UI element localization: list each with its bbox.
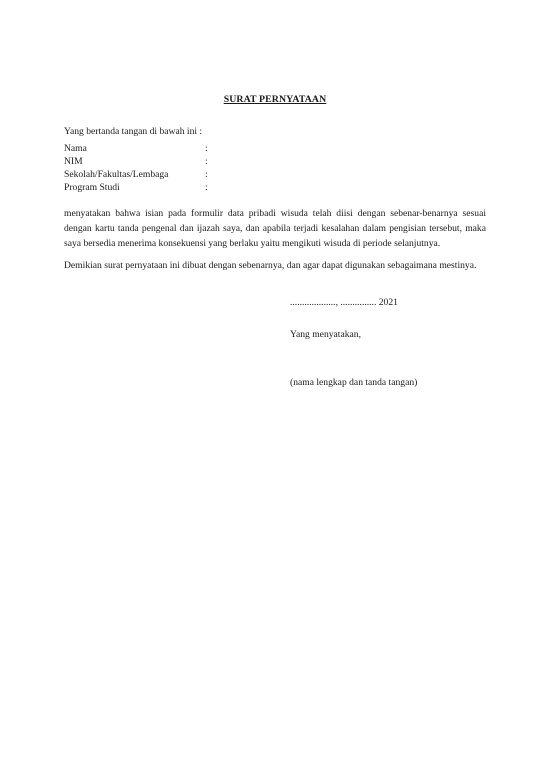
- field-row-nama: [64, 142, 264, 155]
- field-row-sekolah: [64, 168, 264, 181]
- signature-name-hint: (nama lengkap dan tanda tangan): [290, 377, 418, 388]
- field-row-program-studi: [64, 181, 264, 194]
- signature-label: Yang menyatakan,: [290, 329, 361, 340]
- statement-paragraph: menyatakan bahwa isian pada formulir data pribadi wisuda telah diisi dengan sebenar-benarnya sesuai dengan kartu tanda pengenal dan ijazah saya, dan apabila terjadi kesalahan dalam pengisian tersebut, maka saya bersedia menerima konsekuensi yang berlaku yaitu mengikuti wisuda di periode selanjutnya.: [64, 208, 486, 249]
- field-label: NIM: [64, 156, 83, 167]
- field-colon: :: [205, 143, 208, 154]
- closing-paragraph: Demikian surat pernyataan ini dibuat dengan sebenarnya, dan agar dapat digunakan sebagaimana mestinya.: [64, 260, 477, 271]
- field-colon: :: [205, 169, 208, 180]
- field-label: Program Studi: [64, 182, 120, 193]
- field-row-nim: [64, 155, 264, 168]
- field-colon: :: [205, 156, 208, 167]
- place-date: ..................., ............... 2021: [290, 297, 398, 308]
- identity-fields: [64, 142, 264, 194]
- field-colon: :: [205, 182, 208, 193]
- field-label: Nama: [64, 143, 87, 154]
- field-label: Sekolah/Fakultas/Lembaga: [64, 169, 169, 180]
- intro-text: Yang bertanda tangan di bawah ini :: [64, 126, 203, 137]
- document-title: SURAT PERNYATAAN: [223, 94, 327, 105]
